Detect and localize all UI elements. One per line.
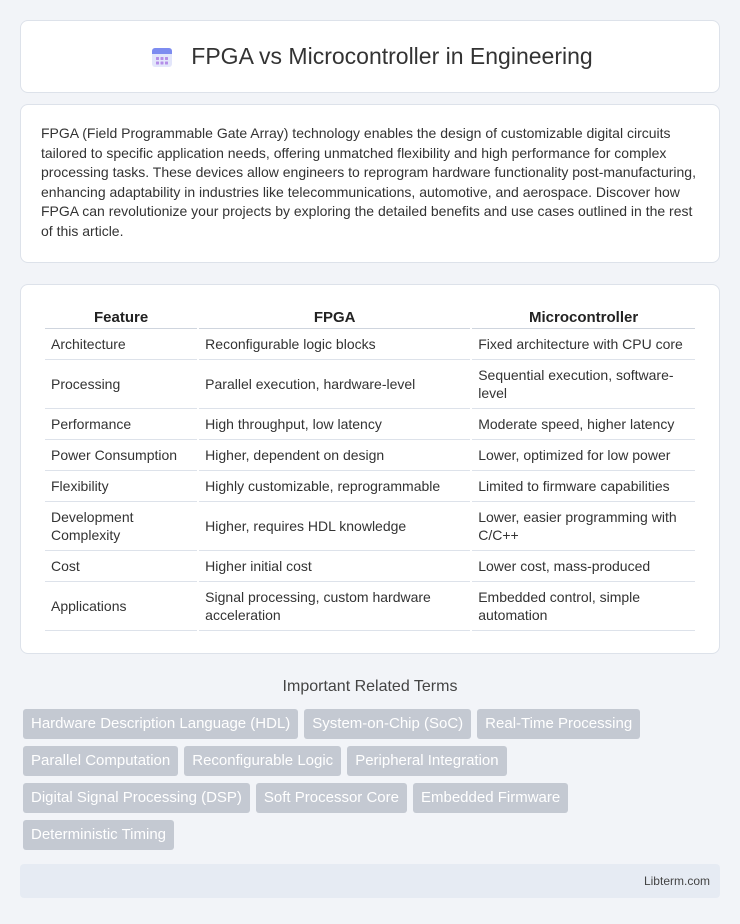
tag-embedded-firmware[interactable]: Embedded Firmware: [413, 783, 568, 813]
table-cell: Moderate speed, higher latency: [472, 409, 695, 440]
calendar-icon: [147, 42, 177, 72]
tag-soft-processor-core[interactable]: Soft Processor Core: [256, 783, 407, 813]
table-row: [45, 582, 695, 631]
table-cell: High throughput, low latency: [199, 409, 470, 440]
table-cell: Highly customizable, reprogrammable: [199, 471, 470, 502]
tag-dsp[interactable]: Digital Signal Processing (DSP): [23, 783, 250, 813]
intro-text: FPGA (Field Programmable Gate Array) technology enables the design of customizable digital circuits tailored to specific application needs, offering unmatched flexibility and high performance for complex processing tasks. These devices allow engineers to reprogram hardware functionality post-manufacturing, enhancing adaptability in industries like telecommunications, automotive, and aerospace. Discover how FPGA can revolutionize your projects by exploring the detailed benefits and use cases outlined in the rest of this article.: [41, 125, 696, 239]
table-cell: Higher, requires HDL knowledge: [199, 502, 470, 551]
table-cell: Lower cost, mass-produced: [472, 551, 695, 582]
table-row: [45, 409, 695, 440]
tag-real-time-processing[interactable]: Real-Time Processing: [477, 709, 640, 739]
table-cell: Higher, dependent on design: [199, 440, 470, 471]
table-cell: Performance: [45, 409, 197, 440]
header-feature: Feature: [45, 305, 197, 329]
table-row: [45, 502, 695, 551]
table-cell: Architecture: [45, 329, 197, 360]
table-row: [45, 329, 695, 360]
table-row: [45, 360, 695, 409]
page-title: FPGA vs Microcontroller in Engineering: [191, 43, 593, 69]
title-card: [20, 20, 720, 93]
table-cell: Processing: [45, 360, 197, 409]
table-header-row: [45, 305, 695, 329]
table-cell: Sequential execution, software-level: [472, 360, 695, 409]
table-row: [45, 551, 695, 582]
header-fpga: FPGA: [199, 305, 470, 329]
footer: [20, 864, 720, 898]
tag-reconfigurable-logic[interactable]: Reconfigurable Logic: [184, 746, 341, 776]
table-row: [45, 440, 695, 471]
related-terms-title: Important Related Terms: [282, 677, 458, 695]
table-cell: Lower, optimized for low power: [472, 440, 695, 471]
related-terms-list: [20, 709, 720, 850]
table-cell: Power Consumption: [45, 440, 197, 471]
header-microcontroller: Microcontroller: [472, 305, 695, 329]
table-cell: Applications: [45, 582, 197, 631]
footer-site-link[interactable]: Libterm.com: [643, 873, 710, 888]
tag-peripheral-integration[interactable]: Peripheral Integration: [347, 746, 506, 776]
tag-deterministic-timing[interactable]: Deterministic Timing: [23, 820, 174, 850]
comparison-table: [43, 305, 697, 631]
intro-card: [20, 104, 720, 263]
comparison-table-card: [20, 284, 720, 654]
table-cell: Fixed architecture with CPU core: [472, 329, 695, 360]
table-cell: Higher initial cost: [199, 551, 470, 582]
table-cell: Reconfigurable logic blocks: [199, 329, 470, 360]
tag-hdl[interactable]: Hardware Description Language (HDL): [23, 709, 298, 739]
table-cell: Flexibility: [45, 471, 197, 502]
table-cell: Development Complexity: [45, 502, 197, 551]
table-cell: Embedded control, simple automation: [472, 582, 695, 631]
table-cell: Cost: [45, 551, 197, 582]
tag-soc[interactable]: System-on-Chip (SoC): [304, 709, 471, 739]
table-row: [45, 471, 695, 502]
table-cell: Lower, easier programming with C/C++: [472, 502, 695, 551]
tag-parallel-computation[interactable]: Parallel Computation: [23, 746, 178, 776]
table-cell: Limited to firmware capabilities: [472, 471, 695, 502]
table-cell: Parallel execution, hardware-level: [199, 360, 470, 409]
table-cell: Signal processing, custom hardware acceleration: [199, 582, 470, 631]
